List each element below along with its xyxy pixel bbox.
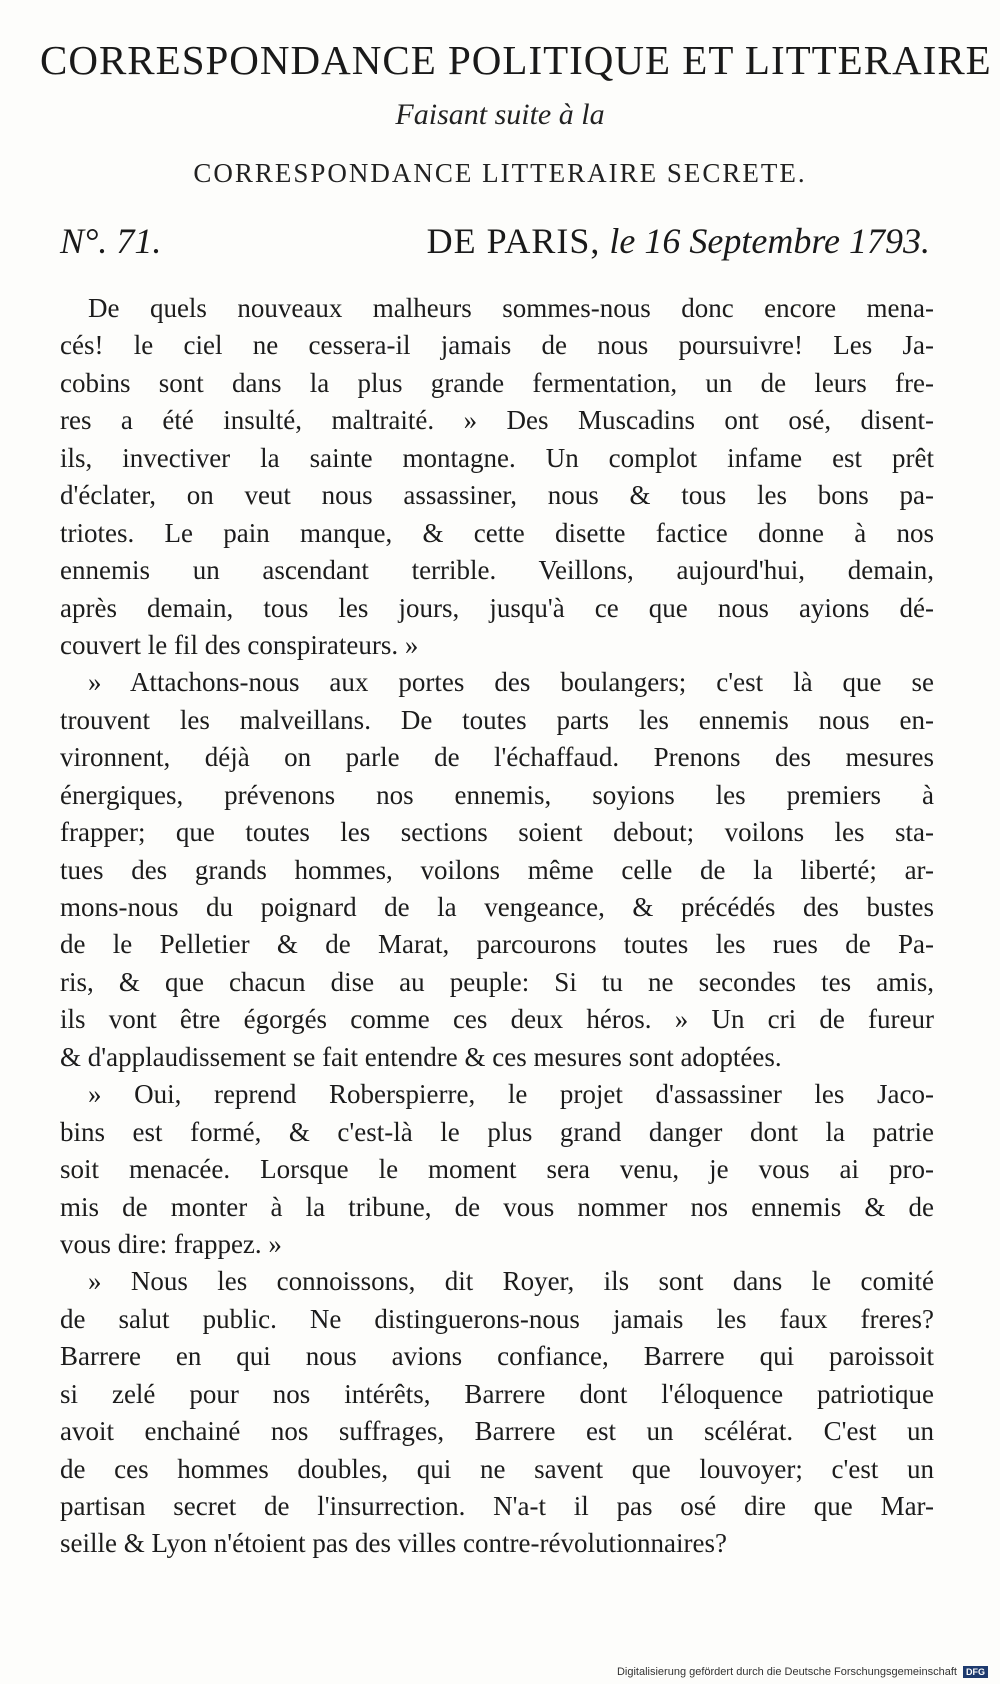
dfg-logo: DFG <box>963 1666 988 1678</box>
text-line: ris, & que chacun dise au peuple: Si tu ne secondes tes amis, <box>60 966 934 997</box>
dateline-place: DE PARIS, <box>426 221 601 261</box>
text-line: De quels nouveaux malheurs sommes-nous donc encore mena- <box>88 293 934 323</box>
dateline-date: le 16 Septembre 1793. <box>609 221 930 261</box>
text-line: après demain, tous les jours, jusqu'à ce que nous ayions dé- <box>60 592 934 623</box>
text-line: mons-nous du poignard de la vengeance, & précédés des bustes <box>60 892 934 922</box>
text-line: de ces hommes doubles, qui ne savent que louvoyer; c'est un <box>60 1453 934 1484</box>
article-body <box>60 290 934 1563</box>
text-line: seille & Lyon n'étoient pas des villes contre-révolutionnaires? <box>60 1528 727 1559</box>
text-line: de salut public. Ne distinguerons-nous jamais les faux freres? <box>60 1303 934 1334</box>
publication-subtitle: Faisant suite à la <box>395 98 605 131</box>
text-line: & d'applaudissement se fait entendre & ces mesures sont adoptées. <box>60 1041 782 1072</box>
text-line: ils, invectiver la sainte montagne. Un complot infame est prêt <box>60 442 934 473</box>
text-line: si zelé pour nos intérêts, Barrere dont l'éloquence patriotique <box>60 1378 934 1409</box>
text-line: ennemis un ascendant terrible. Veillons, aujourd'hui, demain, <box>60 555 934 586</box>
text-line: partisan secret de l'insurrection. N'a-t il pas osé dire que Mar- <box>60 1491 934 1521</box>
text-line: cobins sont dans la plus grande fermentation, un de leurs fre- <box>60 367 934 398</box>
text-line: avoit enchainé nos suffrages, Barrere est un scélérat. C'est un <box>60 1416 934 1447</box>
text-line: triotes. Le pain manque, & cette disette factice donne à nos <box>60 517 934 548</box>
text-line: couvert le fil des conspirateurs. » <box>60 629 419 660</box>
issue-number: N°. 71. <box>60 221 162 261</box>
text-line: » Nous les connoissons, dit Royer, ils sont dans le comité <box>88 1266 934 1297</box>
footer-text: Digitalisierung gefördert durch die Deutsche Forschungsgemeinschaft <box>616 1665 957 1678</box>
text-line: vironnent, déjà on parle de l'échaffaud. Prenons des mesures <box>60 742 934 773</box>
text-line: cés! le ciel ne cessera-il jamais de nous poursuivre! Les Ja- <box>60 330 934 361</box>
text-line: frapper; que toutes les sections soient debout; voilons les sta- <box>60 817 934 848</box>
dateline <box>427 220 930 262</box>
text-line: » Attachons-nous aux portes des boulangers; c'est là que se <box>88 667 934 698</box>
text-line: trouvent les malveillans. De toutes parts les ennemis nous en- <box>60 704 934 735</box>
publication-subtitle-secondary: CORRESPONDANCE LITTERAIRE SECRETE. <box>193 158 807 188</box>
text-line: soit menacée. Lorsque le moment sera venu, je vous ai pro- <box>60 1154 934 1185</box>
text-line: » Oui, reprend Roberspierre, le projet d'assassiner les Jaco- <box>88 1079 934 1110</box>
publication-title: CORRESPONDANCE POLITIQUE ET LITTERAIRE <box>40 37 992 83</box>
text-line: ils vont être égorgés comme ces deux héros. » Un cri de fureur <box>60 1004 934 1035</box>
text-line: res a été insulté, maltraité. » Des Muscadins ont osé, disent- <box>60 405 934 436</box>
issue-line <box>60 220 940 270</box>
text-line: Barrere en qui nous avions confiance, Barrere qui paroissoit <box>60 1341 934 1372</box>
footer-credit <box>617 1666 988 1678</box>
text-line: vous dire: frappez. » <box>60 1228 282 1259</box>
text-line: bins est formé, & c'est-là le plus grand danger dont la patrie <box>60 1116 934 1147</box>
text-line: tues des grands hommes, voilons même celle de la liberté; ar- <box>60 854 934 885</box>
text-line: d'éclater, on veut nous assassiner, nous & tous les bons pa- <box>60 480 934 511</box>
text-line: mis de monter à la tribune, de vous nommer nos ennemis & de <box>60 1191 934 1222</box>
text-line: énergiques, prévenons nos ennemis, soyions les premiers à <box>60 779 934 810</box>
text-line: de le Pelletier & de Marat, parcourons toutes les rues de Pa- <box>60 929 934 960</box>
